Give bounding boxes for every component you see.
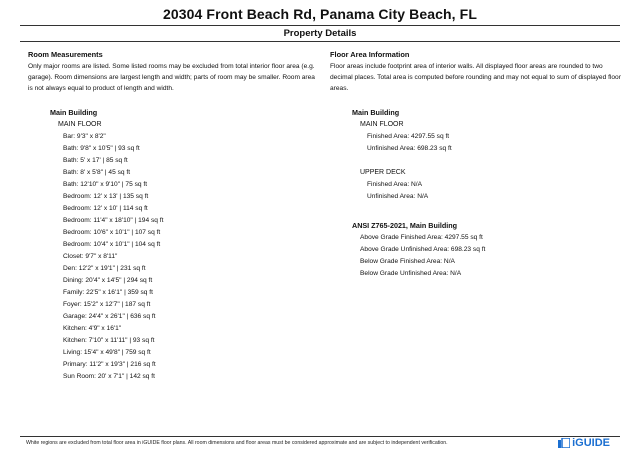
building-name: Main Building xyxy=(50,108,98,117)
section-title: Property Details xyxy=(283,28,357,39)
room-item: Bath: 5' x 17' | 85 sq ft xyxy=(63,157,128,164)
main-floor-label: MAIN FLOOR xyxy=(360,121,404,128)
upper-deck-unfinished: Unfinished Area: N/A xyxy=(367,193,429,200)
room-item: Bar: 9'3" x 8'2" xyxy=(63,133,106,140)
room-item: Bath: 8' x 5'8" | 45 sq ft xyxy=(63,169,131,176)
iguide-logo xyxy=(558,437,610,449)
ansi-line: Above Grade Finished Area: 4297.55 sq ft xyxy=(360,234,483,241)
room-item: Kitchen: 4'9" x 16'1" xyxy=(63,325,122,332)
room-item: Bedroom: 12' x 13' | 135 sq ft xyxy=(63,193,149,200)
area-building-name: Main Building xyxy=(352,108,400,117)
room-item: Garage: 24'4" x 26'1" | 636 sq ft xyxy=(63,313,156,320)
floor-area-note: Floor areas include footprint area of interior walls. All displayed floor areas are rounded to two decimal places. Total area is computed before rounding and may not equal to sum of displayed floor areas. xyxy=(330,63,621,92)
title-divider xyxy=(20,25,620,26)
floor-name: MAIN FLOOR xyxy=(58,121,102,128)
room-item: Kitchen: 7'10" x 11'11" | 93 sq ft xyxy=(63,337,155,344)
iguide-logo-text: iGUIDE xyxy=(572,437,610,449)
upper-deck-label: UPPER DECK xyxy=(360,169,406,176)
room-item: Bath: 12'10" x 9'10" | 75 sq ft xyxy=(63,181,148,188)
room-measurements-section xyxy=(28,50,320,94)
room-item: Bath: 9'8" x 10'5" | 93 sq ft xyxy=(63,145,140,152)
room-item: Bedroom: 11'4" x 18'10" | 194 sq ft xyxy=(63,217,164,224)
room-item: Family: 22'5" x 16'1" | 359 sq ft xyxy=(63,289,153,296)
ansi-line: Above Grade Unfinished Area: 698.23 sq ft xyxy=(360,246,486,253)
iguide-logo-icon xyxy=(558,438,570,448)
ansi-line: Below Grade Unfinished Area: N/A xyxy=(360,270,462,277)
room-item: Closet: 9'7" x 8'11" xyxy=(63,253,118,260)
upper-deck-finished: Finished Area: N/A xyxy=(367,181,422,188)
room-item: Dining: 20'4" x 14'5" | 294 sq ft xyxy=(63,277,153,284)
ansi-line: Below Grade Finished Area: N/A xyxy=(360,258,455,265)
room-item: Bedroom: 12' x 10' | 114 sq ft xyxy=(63,205,148,212)
room-item: Living: 15'4" x 49'8" | 759 sq ft xyxy=(63,349,151,356)
room-measurements-heading: Room Measurements xyxy=(28,50,103,59)
main-floor-finished: Finished Area: 4297.55 sq ft xyxy=(367,133,450,140)
main-floor-unfinished: Unfinished Area: 698.23 sq ft xyxy=(367,145,452,152)
ansi-heading: ANSI Z765-2021, Main Building xyxy=(352,221,458,230)
room-item: Sun Room: 20' x 7'1" | 142 sq ft xyxy=(63,373,155,380)
ansi-section xyxy=(352,220,485,280)
room-measurements-note: Only major rooms are listed. Some listed rooms may be excluded from total interior floor area (e.g. garage). Room dimensions are largest length and width; parts of room may be smaller. Room area is not always equal to product of length and width. xyxy=(28,63,315,92)
room-item: Den: 12'2" x 19'1" | 231 sq ft xyxy=(63,265,146,272)
room-list xyxy=(50,107,163,383)
subtitle-divider xyxy=(20,41,620,42)
room-item: Bedroom: 10'4" x 10'1" | 104 sq ft xyxy=(63,241,161,248)
footer-disclaimer: White regions are excluded from total floor area in iGUIDE floor plans. All room dimensions and floor areas must be considered approximate and are subject to independent verification. xyxy=(26,440,448,446)
room-item: Bedroom: 10'6" x 10'1" | 107 sq ft xyxy=(63,229,161,236)
room-item: Foyer: 15'2" x 12'7" | 187 sq ft xyxy=(63,301,151,308)
floor-area-section xyxy=(330,50,622,94)
page-title: 20304 Front Beach Rd, Panama City Beach, FL xyxy=(163,6,477,22)
floor-area-list xyxy=(352,107,452,203)
footer-divider xyxy=(20,436,620,437)
room-items xyxy=(50,131,163,383)
room-item: Primary: 11'2" x 19'3" | 216 sq ft xyxy=(63,361,156,368)
floor-area-heading: Floor Area Information xyxy=(330,50,410,59)
spacer xyxy=(352,155,452,167)
